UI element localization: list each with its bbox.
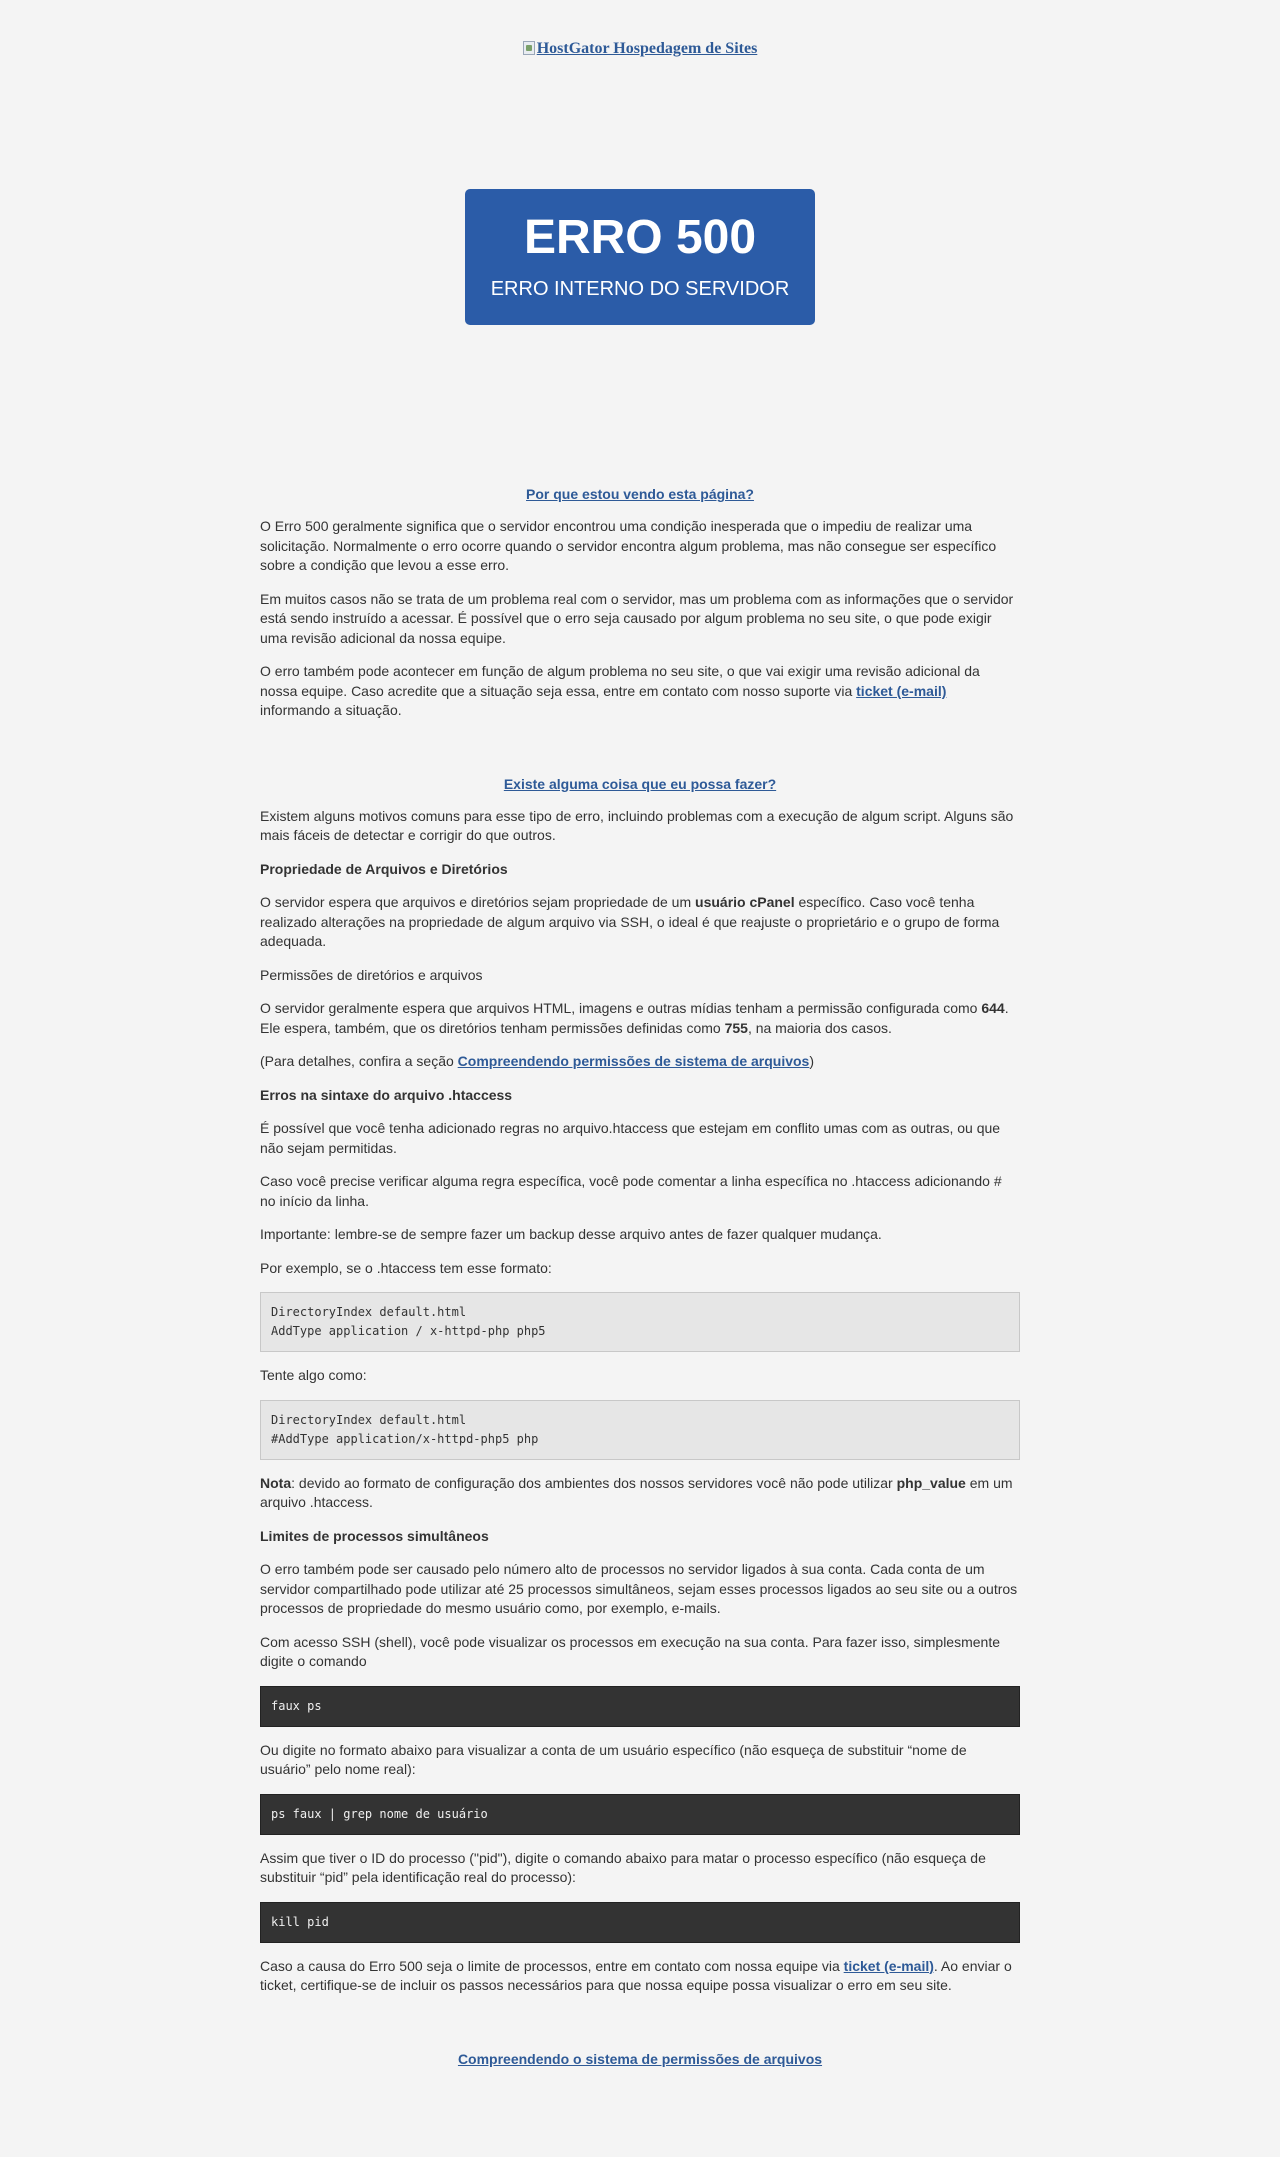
perm-text-after: , na maioria dos casos. — [747, 1019, 892, 1036]
ticket-email-link-2[interactable]: ticket (e-mail) — [843, 1957, 934, 1974]
why-paragraph-2: Em muitos casos não se trata de um problema real com o servidor, mas um problema com as informações que o servidor está sendo instruído a acessar. É possível que o erro seja causado por algum problema no seu site, o que pode exigir uma revisão adicional da nossa equipe. — [260, 590, 1014, 646]
limits-paragraph-3: Ou digite no formato abaixo para visualizar a conta de um usuário específico (não esqueça de substituir “nome de usuário” pelo nome real): — [260, 1741, 967, 1777]
note-label: Nota — [260, 1474, 292, 1491]
error-banner — [465, 189, 815, 325]
final-text-after: . Ao enviar o ticket, certifique-se de incluir os passos necessários para que nossa equipe possa visualizar o erro em seu site. — [260, 1957, 1012, 1993]
code-block-kill: kill pid — [260, 1902, 1020, 1943]
permissions-section-link[interactable]: Compreendendo permissões de sistema de arquivos — [457, 1053, 810, 1069]
logo — [0, 40, 1280, 58]
section-what-link[interactable]: Existe alguma coisa que eu possa fazer? — [503, 775, 777, 792]
section-why-link[interactable]: Por que estou vendo esta página? — [526, 486, 754, 502]
logo-alt-text: HostGator Hospedagem de Sites — [536, 40, 758, 57]
permissions-title: Permissões de diretórios e arquivos — [260, 966, 483, 983]
why-p3-text-after: informando a situação. — [260, 702, 402, 718]
broken-image-icon — [523, 41, 535, 55]
try-label: Tente algo como: — [260, 1367, 367, 1383]
error-subtitle: ERRO INTERNO DO SERVIDOR — [490, 278, 790, 300]
limits-paragraph-2: Com acesso SSH (shell), você pode visualizar os processos em execução na sua conta. Para fazer isso, simplesmente digite o comando — [260, 1633, 1001, 1669]
htaccess-title: Erros na sintaxe do arquivo .htaccess — [260, 1086, 513, 1103]
section-why-title — [260, 485, 1020, 503]
final-text-before: Caso a causa do Erro 500 seja o limite de processos, entre em contato com nossa equipe via — [260, 1957, 844, 1974]
ownership-title: Propriedade de Arquivos e Diretórios — [260, 860, 508, 877]
error-code: ERRO 500 — [523, 211, 757, 264]
ownership-text-after: específico. Caso você tenha realizado alterações na propriedade de algum arquivo via SSH, o ideal é que reajuste o proprietário e o grupo de forma adequada. — [260, 894, 1000, 949]
note-text-after: em um arquivo .htaccess. — [260, 1474, 1013, 1510]
note-php-value: php_value — [896, 1474, 966, 1491]
why-paragraph-1: O Erro 500 geralmente significa que o servidor encontrou uma condição inesperada que o impediu de realizar uma solicitação. Normalmente o erro ocorre quando o servidor encontra algum problema, mas não consegue ser específico sobre a condição que levou a esse erro. — [260, 518, 997, 573]
htaccess-paragraph-4: Por exemplo, se o .htaccess tem esse formato: — [260, 1259, 552, 1276]
logo-link[interactable] — [523, 40, 758, 57]
ownership-bold: usuário cPanel — [695, 894, 795, 910]
note-paragraph — [260, 1474, 1020, 1513]
section-permissions-title — [260, 2050, 1020, 2068]
perm-text-before: O servidor geralmente espera que arquivos HTML, imagens e outras mídias tenham a permissão configurada como — [260, 1000, 982, 1016]
perm-644: 644 — [981, 1000, 1005, 1016]
ownership-text-before: O servidor espera que arquivos e diretórios sejam propriedade de um — [260, 894, 696, 910]
htaccess-paragraph-3: Importante: lembre-se de sempre fazer um backup desse arquivo antes de fazer qualquer mudança. — [260, 1226, 882, 1242]
details-paragraph — [260, 1052, 1020, 1072]
ticket-email-link[interactable]: ticket (e-mail) — [856, 682, 947, 699]
code-block-faux-ps: faux ps — [260, 1686, 1020, 1727]
details-text-after: ) — [809, 1053, 815, 1069]
limits-title: Limites de processos simultâneos — [260, 1527, 489, 1544]
code-block-suggestion: DirectoryIndex default.html #AddType application/x-httpd-php5 php — [260, 1400, 1020, 1460]
ownership-paragraph — [260, 893, 1020, 952]
htaccess-paragraph-2: Caso você precise verificar alguma regra específica, você pode comentar a linha específica no .htaccess adicionando # no início da linha. — [260, 1173, 1002, 1209]
section-permissions-link[interactable]: Compreendendo o sistema de permissões de arquivos — [457, 2050, 823, 2067]
perm-755: 755 — [724, 1019, 748, 1036]
details-text-before: (Para detalhes, confira a seção — [260, 1053, 458, 1069]
what-intro: Existem alguns motivos comuns para esse tipo de erro, incluindo problemas com a execução de algum script. Alguns são mais fáceis de detectar e corrigir do que outros. — [260, 807, 1014, 843]
code-block-original: DirectoryIndex default.html AddType application / x-httpd-php php5 — [260, 1292, 1020, 1352]
htaccess-paragraph-1: É possível que você tenha adicionado regras no arquivo.htaccess que estejam em conflito umas com as outras, ou que não sejam permitidas. — [260, 1120, 1001, 1156]
why-paragraph-3 — [260, 662, 1020, 721]
perm-text-middle: . Ele espera, também, que os diretórios tenham permissões definidas como — [260, 1000, 1009, 1036]
note-text-before: : devido ao formato de configuração dos ambientes dos nossos servidores você não pode utilizar — [291, 1474, 897, 1491]
code-block-grep: ps faux | grep nome de usuário — [260, 1794, 1020, 1835]
section-what-title — [260, 775, 1020, 793]
limits-paragraph-4: Assim que tiver o ID do processo ("pid"), digite o comando abaixo para matar o processo específico (não esqueça de substituir “pid” pela identificação real do processo): — [260, 1849, 986, 1885]
limits-paragraph-1: O erro também pode ser causado pelo número alto de processos no servidor ligados à sua conta. Cada conta de um servidor compartilhado pode utilizar até 25 processos simultâneos, sejam esses processos ligados ao seu site ou a outros processos de propriedade do mesmo usuário como, por exemplo, e-mails. — [260, 1561, 1018, 1616]
permissions-paragraph — [260, 999, 1020, 1038]
final-paragraph — [260, 1957, 1020, 1996]
main-content — [260, 325, 1020, 2068]
why-p3-text-before: O erro também pode acontecer em função de algum problema no seu site, o que vai exigir uma revisão adicional da nossa equipe. Caso acredite que a situação seja essa, entre em contato com nosso suporte via — [260, 663, 980, 699]
